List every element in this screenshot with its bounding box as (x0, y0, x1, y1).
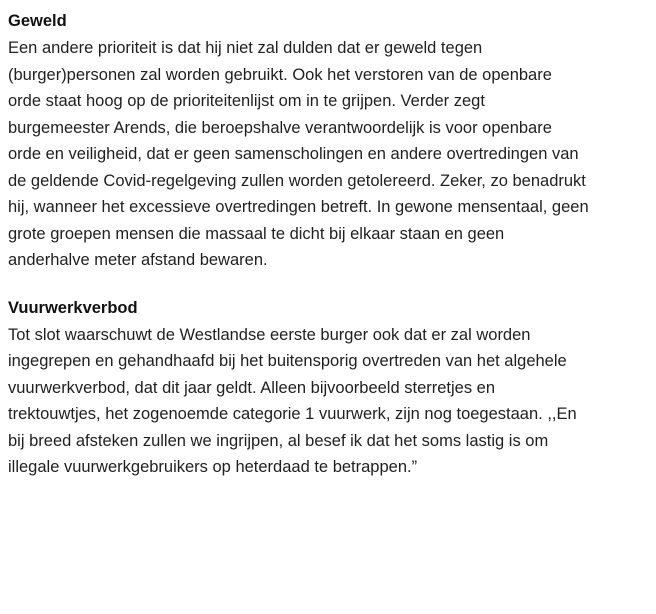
section-paragraph (8, 322, 648, 481)
section-heading: Geweld (8, 12, 67, 30)
paragraph-line: bij breed afsteken zullen we ingrijpen, al besef ik dat het soms lastig is om (8, 431, 549, 450)
paragraph-line: grote groepen mensen die massaal te dicht bij elkaar staan en geen (8, 224, 505, 243)
paragraph-line: hij, wanneer het excessieve overtredingen betreft. In gewone mensentaal, geen (8, 198, 589, 216)
article (8, 8, 648, 481)
paragraph-line: Tot slot waarschuwt de Westlandse eerste burger ook dat er zal worden (8, 325, 531, 344)
section-geweld (8, 8, 648, 274)
paragraph-line: ingegrepen en gehandhaafd bij het buitensporig overtreden van het algehele (8, 352, 567, 370)
section-paragraph (8, 35, 648, 274)
paragraph-line: vuurwerkverbod, dat dit jaar geldt. Alleen bijvoorbeeld sterretjes en (8, 378, 496, 397)
paragraph-line: orde staat hoog op de prioriteitenlijst om in te grijpen. Verder zegt (8, 92, 485, 110)
paragraph-line: illegale vuurwerkgebruikers op heterdaad te betrappen.” (8, 458, 418, 476)
paragraph-line: (burger)personen zal worden gebruikt. Ook het verstoren van de openbare (8, 65, 552, 84)
section-vuurwerkverbod (8, 295, 648, 481)
paragraph-line: burgemeester Arends, die beroepshalve verantwoordelijk is voor openbare (8, 118, 552, 137)
section-heading: Vuurwerkverbod (8, 298, 138, 317)
paragraph-line: Een andere prioriteit is dat hij niet zal dulden dat er geweld tegen (8, 39, 483, 57)
paragraph-line: orde en veiligheid, dat er geen samenscholingen en andere overtredingen van (8, 145, 579, 163)
paragraph-line: trektouwtjes, het zogenoemde categorie 1 vuurwerk, zijn nog toegestaan. ,,En (8, 405, 577, 423)
paragraph-line: anderhalve meter afstand bewaren. (8, 251, 268, 269)
paragraph-line: de geldende Covid-regelgeving zullen worden getolereerd. Zeker, zo benadrukt (8, 171, 586, 190)
